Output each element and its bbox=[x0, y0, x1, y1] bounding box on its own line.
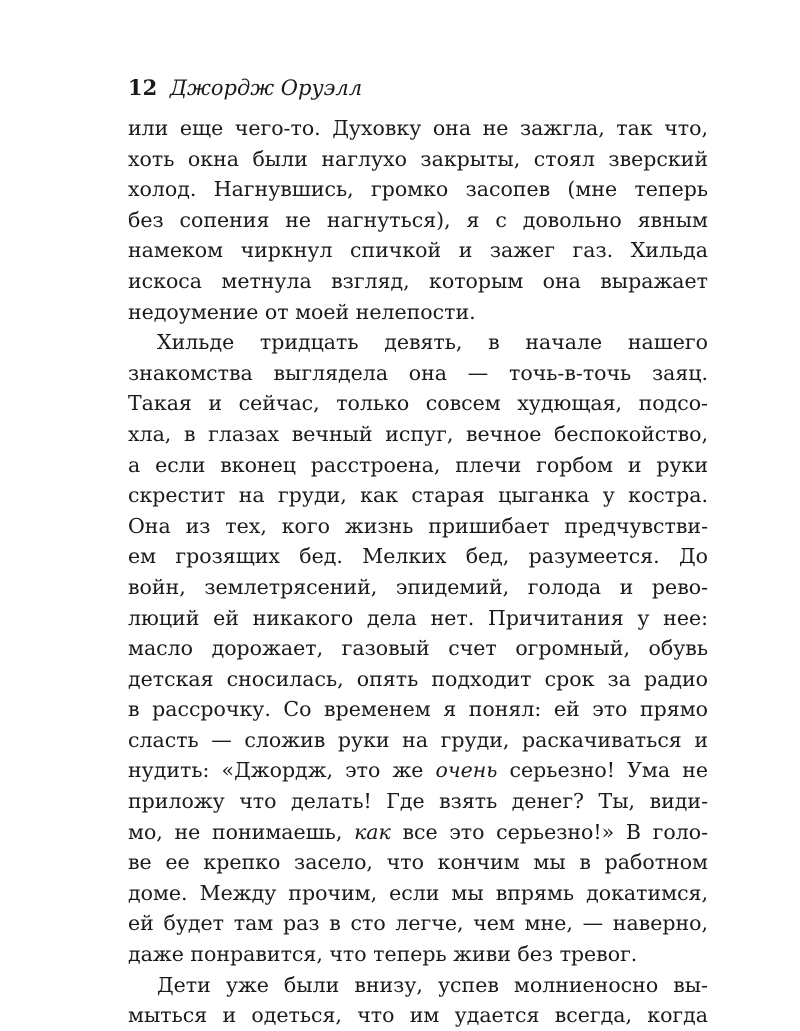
text-line: без сопения не нагнуться), я с довольно явным bbox=[128, 207, 708, 232]
text-line: знакомства выглядела она — точь-в-точь заяц. bbox=[128, 360, 708, 385]
text-line: ве ее крепко засело, что кончим мы в работном bbox=[128, 850, 708, 875]
text-line: ей будет там раз в сто легче, чем мне, — наверно, bbox=[128, 911, 708, 936]
text-line: а если вконец расстроена, плечи горбом и руки bbox=[128, 452, 708, 477]
text-line: мыться и одеться, что им удается всегда, когда bbox=[128, 1003, 708, 1028]
text-line: или еще чего-то. Духовку она не зажгла, так что, bbox=[128, 116, 708, 140]
text-segment: серьезно! Ума не bbox=[497, 758, 708, 783]
text-line: ем грозящих бед. Мелких бед, разумеется. До bbox=[128, 544, 708, 569]
text-segment: нудить: «Джордж, это же bbox=[128, 758, 436, 783]
text-line: приложу что делать! Где взять денег? Ты, види- bbox=[128, 789, 708, 814]
text-line: детская сносилась, опять подходит срок за радио bbox=[128, 666, 708, 691]
text-line bbox=[128, 817, 708, 848]
text-line: даже понравится, что теперь живи без тревог. bbox=[128, 942, 638, 967]
text-line: сласть — сложив руки на груди, раскачиваться и bbox=[128, 727, 708, 752]
text-line: войн, землетрясений, эпидемий, голода и рево- bbox=[128, 574, 708, 599]
text-line: Хильде тридцать девять, в начале нашего bbox=[157, 330, 708, 355]
page-number: 12 bbox=[128, 75, 158, 100]
text-line: в рассрочку. Со временем я понял: ей это прямо bbox=[128, 697, 708, 722]
text-line: Дети уже были внизу, успев молниеносно вы- bbox=[157, 972, 708, 997]
text-line: хоть окна были наглухо закрыты, стоял зверский bbox=[128, 146, 708, 171]
emphasis-text: очень bbox=[435, 758, 498, 783]
emphasis-text: как bbox=[354, 819, 391, 844]
text-line: Она из тех, кого жизнь пришибает предчувстви- bbox=[128, 513, 708, 538]
text-line: недоумение от моей нелепости. bbox=[128, 299, 476, 324]
text-line: доме. Между прочим, если мы впрямь докатимся, bbox=[128, 880, 708, 905]
text-line: Такая и сейчас, только совсем худющая, подсо- bbox=[128, 391, 708, 416]
running-header-author: Джордж Оруэлл bbox=[169, 76, 363, 100]
text-line: искоса метнула взгляд, которым она выражает bbox=[128, 268, 708, 293]
text-segment: мо, не понимаешь, bbox=[128, 819, 355, 844]
text-line: хла, в глазах вечный испуг, вечное беспокойство, bbox=[128, 421, 708, 446]
text-segment: все это серьезно!» В голо- bbox=[390, 819, 709, 844]
text-line: холод. Нагнувшись, громко засопев (мне теперь bbox=[128, 177, 708, 202]
body-text bbox=[128, 113, 708, 1031]
text-line bbox=[128, 755, 708, 786]
text-line: намеком чиркнул спичкой и зажег газ. Хильда bbox=[128, 238, 708, 263]
text-line: скрестит на груди, как старая цыганка у костра. bbox=[128, 483, 708, 508]
text-line: люций ей никакого дела нет. Причитания у нее: bbox=[128, 605, 708, 630]
running-header bbox=[128, 74, 362, 102]
text-line: масло дорожает, газовый счет огромный, обувь bbox=[128, 636, 708, 661]
